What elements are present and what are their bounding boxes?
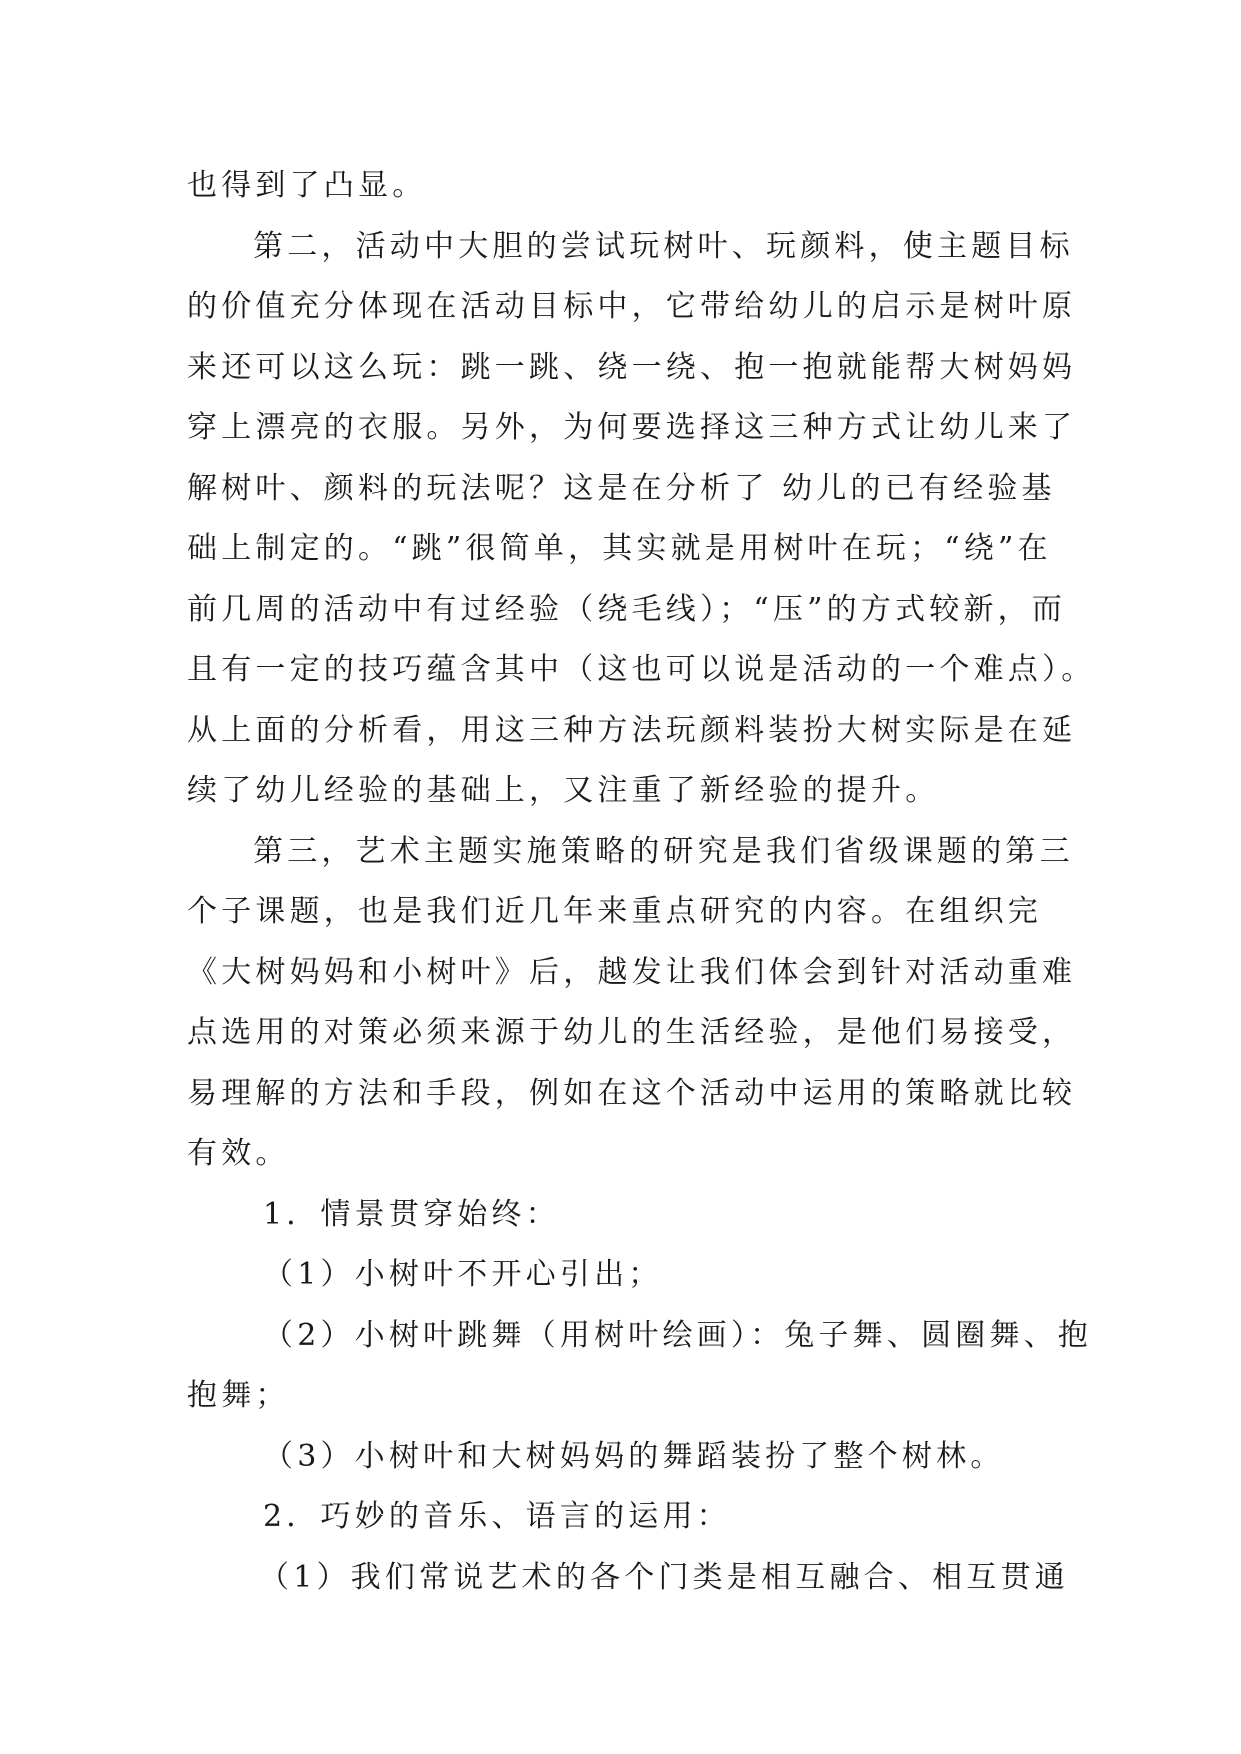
list-item: （1）我们常说艺术的各个门类是相互融合、相互贯通 (259, 1559, 1069, 1595)
list-item-continuation: 抱舞； (187, 1378, 290, 1413)
paragraph-line: 且有一定的技巧蕴含其中（这也可以说是活动的一个难点）。 (187, 652, 1096, 687)
paragraph-line: 第二，活动中大胆的尝试玩树叶、玩颜料，使主题目标 (253, 228, 1074, 264)
paragraph-line: 续了幼儿经验的基础上，又注重了新经验的提升。 (187, 773, 940, 808)
list-item: （3）小树叶和大树妈妈的舞蹈装扮了整个树林。 (263, 1438, 1005, 1474)
paragraph-line: 第三，艺术主题实施策略的研究是我们省级课题的第三 (253, 833, 1074, 869)
paragraph-line: 点选用的对策必须来源于幼儿的生活经验，是他们易接受， (187, 1015, 1077, 1050)
paragraph-line: 来还可以这么玩：跳一跳、绕一绕、抱一抱就能帮大树妈妈 (187, 349, 1077, 385)
paragraph-line: 解树叶、颜料的玩法呢？这是在分析了 幼儿的已有经验基 (187, 470, 1056, 506)
list-heading: 1．情景贯穿始终： (263, 1196, 560, 1232)
paragraph-line: 有效。 (187, 1136, 290, 1171)
list-heading: 2．巧妙的音乐、语言的运用： (263, 1499, 731, 1534)
paragraph-line: 也得到了凸显。 (187, 168, 427, 203)
document-body (187, 156, 1096, 1608)
paragraph-line: 《大树妈妈和小树叶》后，越发让我们体会到针对活动重难 (187, 954, 1077, 990)
paragraph-line: 础上制定的。“跳”很简单，其实就是用树叶在玩；“绕”在 (187, 531, 1052, 566)
paragraph-line: 从上面的分析看，用这三种方法玩颜料装扮大树实际是在延 (187, 712, 1077, 748)
list-item: （2）小树叶跳舞（用树叶绘画）：兔子舞、圆圈舞、抱 (263, 1317, 1093, 1353)
paragraph-line: 易理解的方法和手段，例如在这个活动中运用的策略就比较 (187, 1075, 1077, 1111)
paragraph-line: 前几周的活动中有过经验（绕毛线）；“压”的方式较新，而 (187, 591, 1067, 627)
paragraph-line: 个子课题，也是我们近几年来重点研究的内容。在组织完 (187, 894, 1042, 929)
paragraph-line: 穿上漂亮的衣服。另外，为何要选择这三种方式让幼儿来了 (187, 410, 1077, 445)
list-item: （1）小树叶不开心引出； (263, 1257, 663, 1292)
paragraph-line: 的价值充分体现在活动目标中，它带给幼儿的启示是树叶原 (187, 289, 1077, 324)
